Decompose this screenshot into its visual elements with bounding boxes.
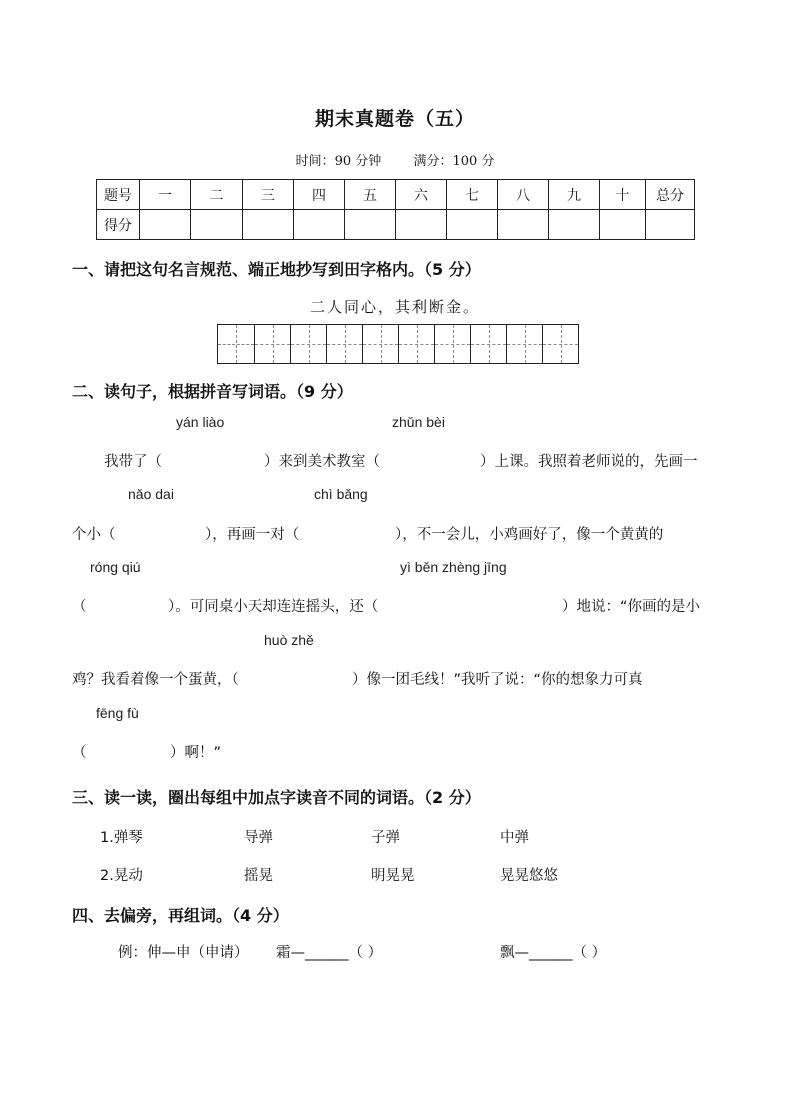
grid-cell[interactable]: [326, 325, 362, 363]
pinyin: nǎo dai: [128, 486, 174, 502]
grid-cell[interactable]: [254, 325, 290, 363]
text-segment: ）啊！”: [170, 745, 222, 761]
pinyin: fēng fù: [96, 705, 139, 721]
question-4-heading: 四、去偏旁，再组词。（4 分）: [72, 906, 289, 925]
text-segment: 我带了（: [104, 454, 162, 470]
grid-cell[interactable]: [290, 325, 326, 363]
score-cell[interactable]: [345, 210, 396, 240]
pinyin: yì běn zhèng jīng: [400, 559, 507, 575]
example-text: 例：伸—申（申请）: [118, 945, 249, 961]
text-segment: ）。可同桌小天却连连摇头，还（: [168, 599, 379, 615]
pinyin: huò zhě: [264, 632, 314, 648]
question-3-heading: 三、读一读，圈出每组中加点字读音不同的词语。（2 分）: [72, 788, 481, 807]
header-cell: 六: [396, 180, 447, 210]
score-cell[interactable]: [646, 210, 695, 240]
header-cell: 总分: [646, 180, 695, 210]
header-cell: 一: [140, 180, 191, 210]
score-row-label: 得分: [97, 210, 140, 240]
full-score: 满分：100 分: [413, 154, 495, 169]
text-segment: ），再画一对（: [205, 527, 300, 543]
grid-cell[interactable]: [398, 325, 434, 363]
question-1-heading: 一、请把这句名言规范、端正地抄写到田字格内。（5 分）: [72, 260, 481, 279]
text-segment: 鸡？我看着像一个蛋黄，（: [72, 672, 239, 688]
text-segment: 个小（: [72, 527, 116, 543]
score-table: [96, 179, 695, 240]
score-table-header-row: [97, 180, 695, 210]
score-cell[interactable]: [140, 210, 191, 240]
score-cell[interactable]: [498, 210, 549, 240]
word-option[interactable]: 晃晃悠悠: [500, 868, 558, 884]
word-option[interactable]: 子弹: [371, 830, 400, 846]
word-option[interactable]: 中弹: [500, 830, 529, 846]
question-2-heading: 二、读句子，根据拼音写词语。（9 分）: [72, 382, 353, 401]
header-cell: 四: [294, 180, 345, 210]
header-cell: 十: [600, 180, 646, 210]
grid-cell[interactable]: [362, 325, 398, 363]
fill-item[interactable]: 霜—______（ ）: [276, 945, 383, 961]
text-segment: ），不一会儿，小鸡画好了，像一个黄黄的: [395, 527, 664, 543]
tianzige-grid[interactable]: [217, 324, 579, 364]
score-cell[interactable]: [191, 210, 243, 240]
fill-item[interactable]: 飘—______（ ）: [500, 945, 607, 961]
text-segment: （: [72, 745, 87, 761]
text-segment: ）上课。我照着老师说的，先画一: [480, 454, 698, 470]
word-option[interactable]: 明晃晃: [371, 868, 415, 884]
score-cell[interactable]: [396, 210, 447, 240]
word-option[interactable]: 摇晃: [244, 868, 273, 884]
header-cell: 九: [549, 180, 600, 210]
page-title: 期末真题卷（五）: [314, 108, 475, 130]
pinyin: chì bǎng: [314, 486, 368, 502]
grid-cell[interactable]: [470, 325, 506, 363]
text-segment: ）来到美术教室（: [264, 454, 380, 470]
word-option[interactable]: 导弹: [244, 830, 273, 846]
header-cell: 二: [191, 180, 243, 210]
text-segment: ）像一团毛线！”我听了说：“你的想象力可真: [352, 672, 643, 688]
score-cell[interactable]: [549, 210, 600, 240]
header-cell: 五: [345, 180, 396, 210]
header-cell: 题号: [97, 180, 140, 210]
grid-cell[interactable]: [506, 325, 542, 363]
header-cell: 八: [498, 180, 549, 210]
pinyin: yán liào: [176, 414, 225, 430]
grid-cell[interactable]: [218, 325, 254, 363]
exam-info: [0, 150, 790, 169]
score-cell[interactable]: [294, 210, 345, 240]
text-segment: ）地说：“你画的是小: [562, 599, 701, 615]
score-cell[interactable]: [447, 210, 498, 240]
time-limit: 时间：90 分钟: [295, 154, 382, 169]
word-option[interactable]: 2.晃动: [100, 868, 143, 884]
grid-cell[interactable]: [542, 325, 578, 363]
score-cell[interactable]: [243, 210, 294, 240]
header-cell: 三: [243, 180, 294, 210]
pinyin: róng qiú: [90, 559, 141, 575]
word-option[interactable]: 1.弹琴: [100, 830, 143, 846]
grid-cell[interactable]: [434, 325, 470, 363]
score-cell[interactable]: [600, 210, 646, 240]
text-segment: （: [72, 599, 87, 615]
quote-text: 二人同心，其利断金。: [309, 298, 480, 316]
pinyin: zhǔn bèi: [392, 414, 445, 430]
header-cell: 七: [447, 180, 498, 210]
score-table-score-row: [97, 210, 695, 240]
